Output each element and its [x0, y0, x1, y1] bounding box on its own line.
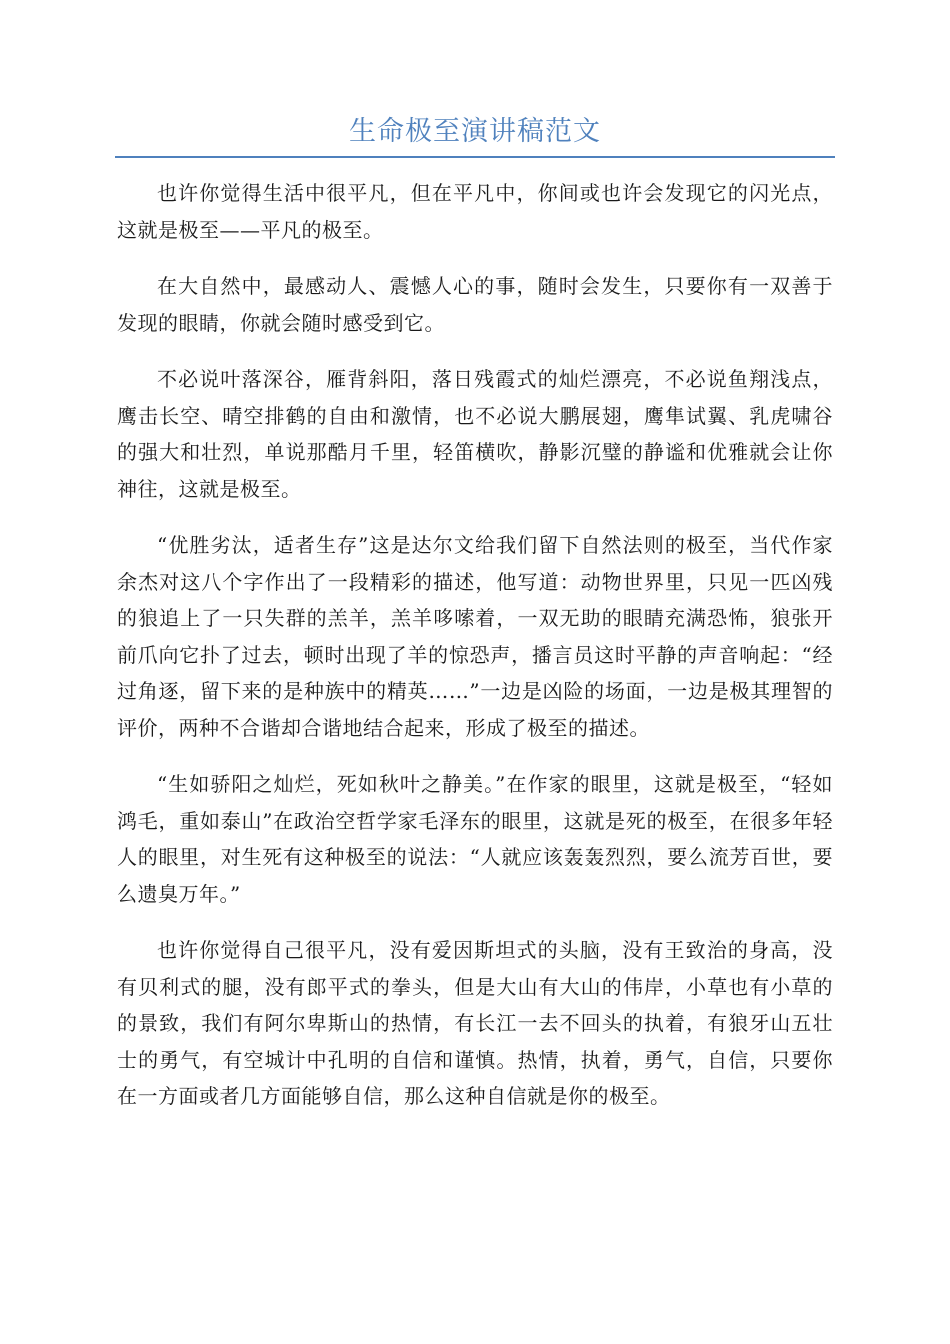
- paragraph-2: 在大自然中，最感动人、震憾人心的事，随时会发生，只要你有一双善于发现的眼睛，你就会随时感受到它。: [117, 274, 833, 335]
- paragraph-4: “优胜劣汰，适者生存”这是达尔文给我们留下自然法则的极至，当代作家余杰对这八个字作出了一段精彩的描述，他写道：动物世界里，只见一匹凶残的狼追上了一只失群的羔羊，羔羊哆嗦着，一双无助的眼睛充满恐怖，狼张开前爪向它扑了过去，顿时出现了羊的惊恐声，播言员这时平静的声音响起：“经过角逐，留下来的是种族中的精英……”一边是凶险的场面，一边是极其理智的评价，两种不合谐却合谐地结合起来，形成了极至的描述。: [117, 533, 833, 740]
- paragraph-1: 也许你觉得生活中很平凡，但在平凡中，你间或也许会发现它的闪光点，这就是极至——平凡的极至。: [117, 181, 833, 242]
- document-title: 生命极至演讲稿范文: [349, 116, 601, 147]
- title-block: [115, 112, 835, 158]
- paragraph-3: 不必说叶落深谷，雁背斜阳，落日残霞式的灿烂漂亮，不必说鱼翔浅点，鹰击长空、晴空排鹤的自由和激情，也不必说大鹏展翅，鹰隼试翼、乳虎啸谷的强大和壮烈，单说那酷月千里，轻笛横吹，静影沉璧的静谧和优雅就会让你神往，这就是极至。: [117, 367, 833, 501]
- paragraph-5: “生如骄阳之灿烂，死如秋叶之静美。”在作家的眼里，这就是极至，“轻如鸿毛，重如泰山”在政治空哲学家毛泽东的眼里，这就是死的极至，在很多年轻人的眼里，对生死有这种极至的说法：“人就应该轰轰烈烈，要么流芳百世，要么遗臭万年。”: [117, 772, 833, 906]
- paragraph-6: 也许你觉得自己很平凡，没有爱因斯坦式的头脑，没有王致治的身高，没有贝利式的腿，没有郎平式的拳头，但是大山有大山的伟岸，小草也有小草的的景致，我们有阿尔卑斯山的热情，有长江一去不回头的执着，有狼牙山五壮士的勇气，有空城计中孔明的自信和谨慎。热情，执着，勇气，自信，只要你在一方面或者几方面能够自信，那么这种自信就是你的极至。: [117, 938, 833, 1108]
- document-body: [117, 175, 833, 1135]
